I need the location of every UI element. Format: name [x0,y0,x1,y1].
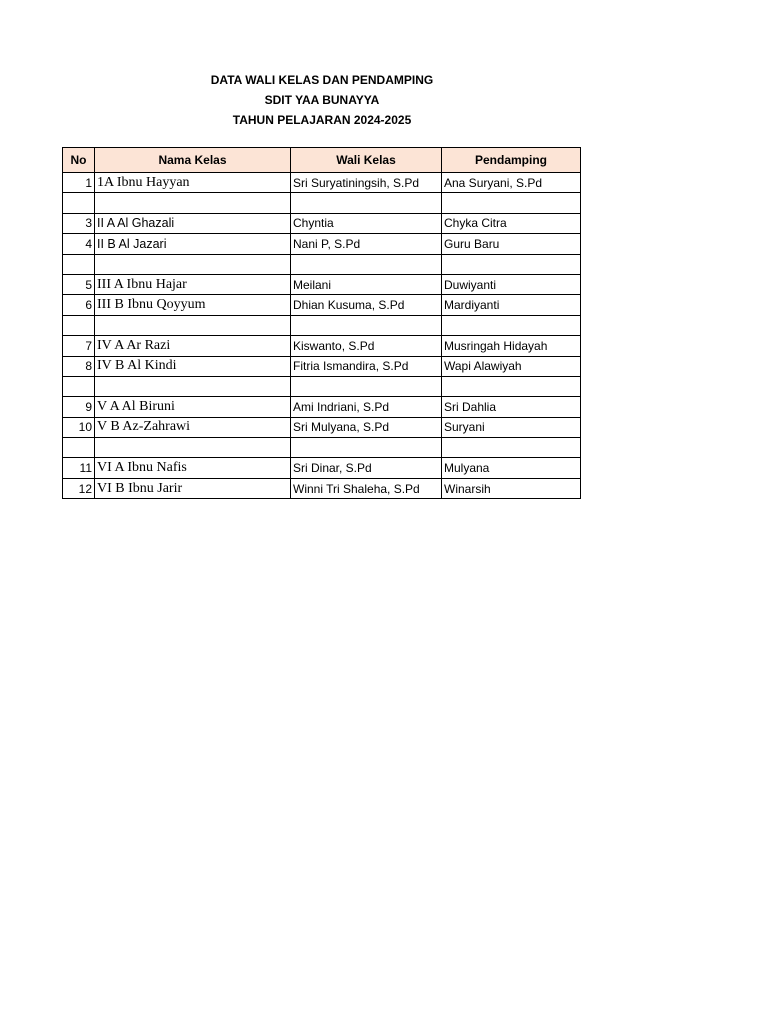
cell-no [63,376,95,396]
title-line-2: SDIT YAA BUNAYYA [264,93,380,107]
cell-no: 6 [63,295,95,315]
column-header-wali-kelas: Wali Kelas [291,148,442,173]
cell-no: 7 [63,336,95,356]
cell-nama-kelas: III A Ibnu Hajar [95,274,291,294]
cell-nama-kelas: 1A Ibnu Hayyan [95,173,291,193]
cell-no: 9 [63,397,95,417]
cell-no: 4 [63,234,95,254]
title-line-1: DATA WALI KELAS DAN PENDAMPING [210,73,434,87]
cell-wali-kelas: Winni Tri Shaleha, S.Pd [291,478,442,498]
cell-pendamping: Ana Suryani, S.Pd [442,173,581,193]
cell-nama-kelas: VI A Ibnu Nafis [95,458,291,478]
cell-pendamping [442,193,581,213]
column-header-pendamping: Pendamping [442,148,581,173]
table-row [63,213,581,233]
cell-nama-kelas: IV B Al Kindi [95,356,291,376]
cell-no: 5 [63,274,95,294]
cell-wali-kelas [291,438,442,458]
cell-wali-kelas: Nani P, S.Pd [291,234,442,254]
table-row [63,234,581,254]
cell-wali-kelas: Sri Suryatiningsih, S.Pd [291,173,442,193]
cell-no [63,254,95,274]
cell-pendamping: Musringah Hidayah [442,336,581,356]
table-header-row [63,148,581,173]
column-header-no: No [63,148,95,173]
cell-no: 12 [63,478,95,498]
table-row [63,478,581,498]
table-row [63,274,581,294]
cell-pendamping [442,254,581,274]
cell-wali-kelas: Kiswanto, S.Pd [291,336,442,356]
cell-wali-kelas: Chyntia [291,213,442,233]
table-row-empty [63,376,581,396]
cell-pendamping: Guru Baru [442,234,581,254]
table-row-empty [63,254,581,274]
table-row [63,336,581,356]
cell-pendamping: Mardiyanti [442,295,581,315]
table-row [63,417,581,437]
cell-nama-kelas [95,315,291,335]
document-title [63,70,581,130]
table-row-empty [63,193,581,213]
cell-nama-kelas [95,193,291,213]
cell-wali-kelas: Sri Dinar, S.Pd [291,458,442,478]
cell-pendamping [442,315,581,335]
cell-nama-kelas: VI B Ibnu Jarir [95,478,291,498]
cell-no: 8 [63,356,95,376]
cell-nama-kelas: V A Al Biruni [95,397,291,417]
cell-no [63,193,95,213]
cell-wali-kelas: Dhian Kusuma, S.Pd [291,295,442,315]
cell-no: 11 [63,458,95,478]
cell-pendamping: Sri Dahlia [442,397,581,417]
cell-wali-kelas [291,315,442,335]
cell-nama-kelas [95,376,291,396]
cell-nama-kelas: II B Al Jazari [95,234,291,254]
cell-pendamping [442,376,581,396]
cell-wali-kelas [291,193,442,213]
cell-nama-kelas: V B Az-Zahrawi [95,417,291,437]
table-row [63,356,581,376]
cell-nama-kelas: III B Ibnu Qoyyum [95,295,291,315]
cell-wali-kelas [291,376,442,396]
cell-pendamping: Winarsih [442,478,581,498]
cell-no [63,315,95,335]
cell-wali-kelas: Fitria Ismandira, S.Pd [291,356,442,376]
title-line-3: TAHUN PELAJARAN 2024-2025 [232,113,412,127]
table-row-empty [63,315,581,335]
cell-no: 3 [63,213,95,233]
cell-wali-kelas: Ami Indriani, S.Pd [291,397,442,417]
cell-nama-kelas: II A Al Ghazali [95,213,291,233]
cell-nama-kelas: IV A Ar Razi [95,336,291,356]
cell-wali-kelas [291,254,442,274]
table-row [63,397,581,417]
table-row [63,173,581,193]
cell-wali-kelas: Sri Mulyana, S.Pd [291,417,442,437]
cell-no [63,438,95,458]
cell-nama-kelas [95,438,291,458]
table-row-empty [63,438,581,458]
cell-pendamping: Wapi Alawiyah [442,356,581,376]
table-row [63,295,581,315]
column-header-nama-kelas: Nama Kelas [95,148,291,173]
cell-nama-kelas [95,254,291,274]
cell-wali-kelas: Meilani [291,274,442,294]
table-body [63,173,581,499]
cell-pendamping: Chyka Citra [442,213,581,233]
cell-pendamping: Mulyana [442,458,581,478]
cell-pendamping: Suryani [442,417,581,437]
roster-table [62,147,581,499]
table-row [63,458,581,478]
cell-pendamping: Duwiyanti [442,274,581,294]
cell-no: 1 [63,173,95,193]
cell-pendamping [442,438,581,458]
cell-no: 10 [63,417,95,437]
